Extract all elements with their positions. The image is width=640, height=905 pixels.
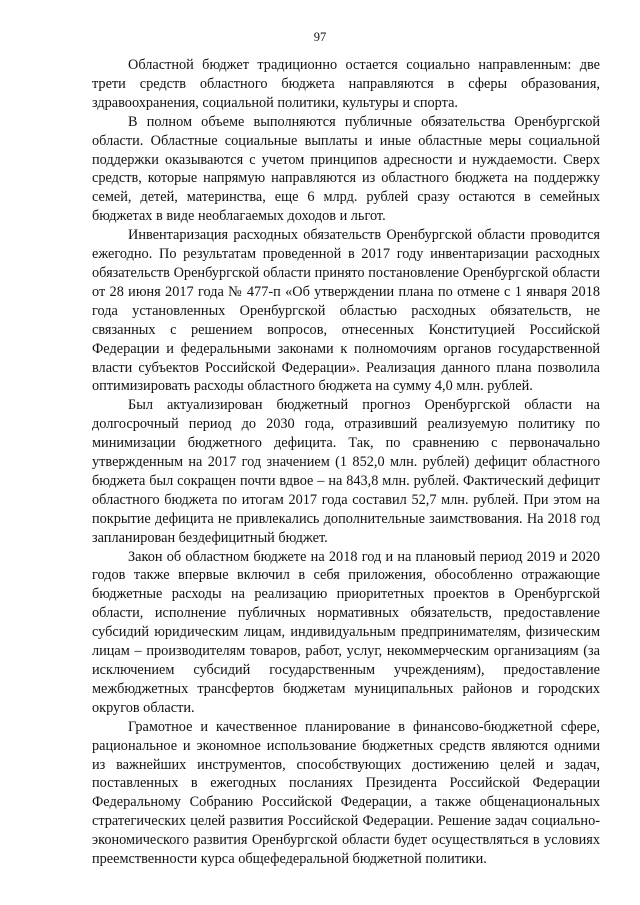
paragraph-budget-forecast: Был актуализирован бюджетный прогноз Оренбургской области на долгосрочный период до 2030 года, отразивший реализуемую политику по минимизации бюджетного дефицита. Так, по сравнению с первоначально утвержденным на 2017 год значением (1 852,0 млн. рублей) дефицит областного бюджета был сокращен почти вдвое – на 843,8 млн. рублей. Фактический дефицит областного бюджета по итогам 2017 года составил 52,7 млн. рублей. При этом на покрытие дефицита не привлекались дополнительные заимствования. На 2018 год запланирован бездефицитный бюджет. bbox=[92, 397, 600, 546]
paragraph-social-budget: Областной бюджет традиционно остается социально направленным: две трети средств областного бюджета направляются в сферы образования, здравоохранения, социальной политики, культуры и спорта. bbox=[92, 57, 600, 111]
document-body bbox=[92, 56, 600, 869]
paragraph-expenditure-inventory: Инвентаризация расходных обязательств Оренбургской области проводится ежегодно. По результатам проведенной в 2017 году инвентаризации расходных обязательств Оренбургской области принято постановление Оренбургской области от 28 июня 2017 года № 477-п «Об утверждении плана по отмене с 1 января 2018 года установленных Оренбургской областью расходных обязательств, не связанных с решением вопросов, отнесенных Конституцией Российской Федерации и федеральными законами к полномочиям органов государственной власти субъектов Российской Федерации». Реализация данного плана позволила оптимизировать расходы областного бюджета на сумму 4,0 млн. рублей. bbox=[92, 227, 600, 395]
paragraph-financial-planning: Грамотное и качественное планирование в финансово-бюджетной сфере, рациональное и экономное использование бюджетных средств являются одними из важнейших инструментов, способствующих достижению целей и задач, поставленных в ежегодных посланиях Президента Российской Федерации Федеральному Собранию Российской Федерации, а также общенациональных стратегических целей развития Российской Федерации. Решение задач социально-экономического развития Оренбургской области будет осуществляться в условиях преемственности курса общефедеральной бюджетной политики. bbox=[92, 718, 600, 868]
paragraph-budget-law: Закон об областном бюджете на 2018 год и на плановый период 2019 и 2020 годов также впервые включил в себя приложения, обособленно отражающие бюджетные расходы на реализацию приоритетных проектов в Оренбургской области, исполнение публичных нормативных обязательств, предоставление субсидий юридическим лицам, индивидуальным предпринимателям, физическим лицам – производителям товаров, работ, услуг, некоммерческим организациям (за исключением субсидий государственным учреждениям), предоставление межбюджетных трансфертов бюджетам муниципальных районов и городских округов области. bbox=[92, 548, 600, 716]
page-number: 97 bbox=[313, 30, 327, 44]
paragraph-public-obligations: В полном объеме выполняются публичные обязательства Оренбургской области. Областные социальные выплаты и иные областные меры социальной поддержки оказываются с учетом принципов адресности и нуждаемости. Сверх средств, которые напрямую направляются из областного бюджета на поддержку семей, детей, материнства, еще 6 млрд. рублей сразу остаются в семейных бюджетах в виде необлагаемых доходов и льгот. bbox=[92, 113, 600, 225]
